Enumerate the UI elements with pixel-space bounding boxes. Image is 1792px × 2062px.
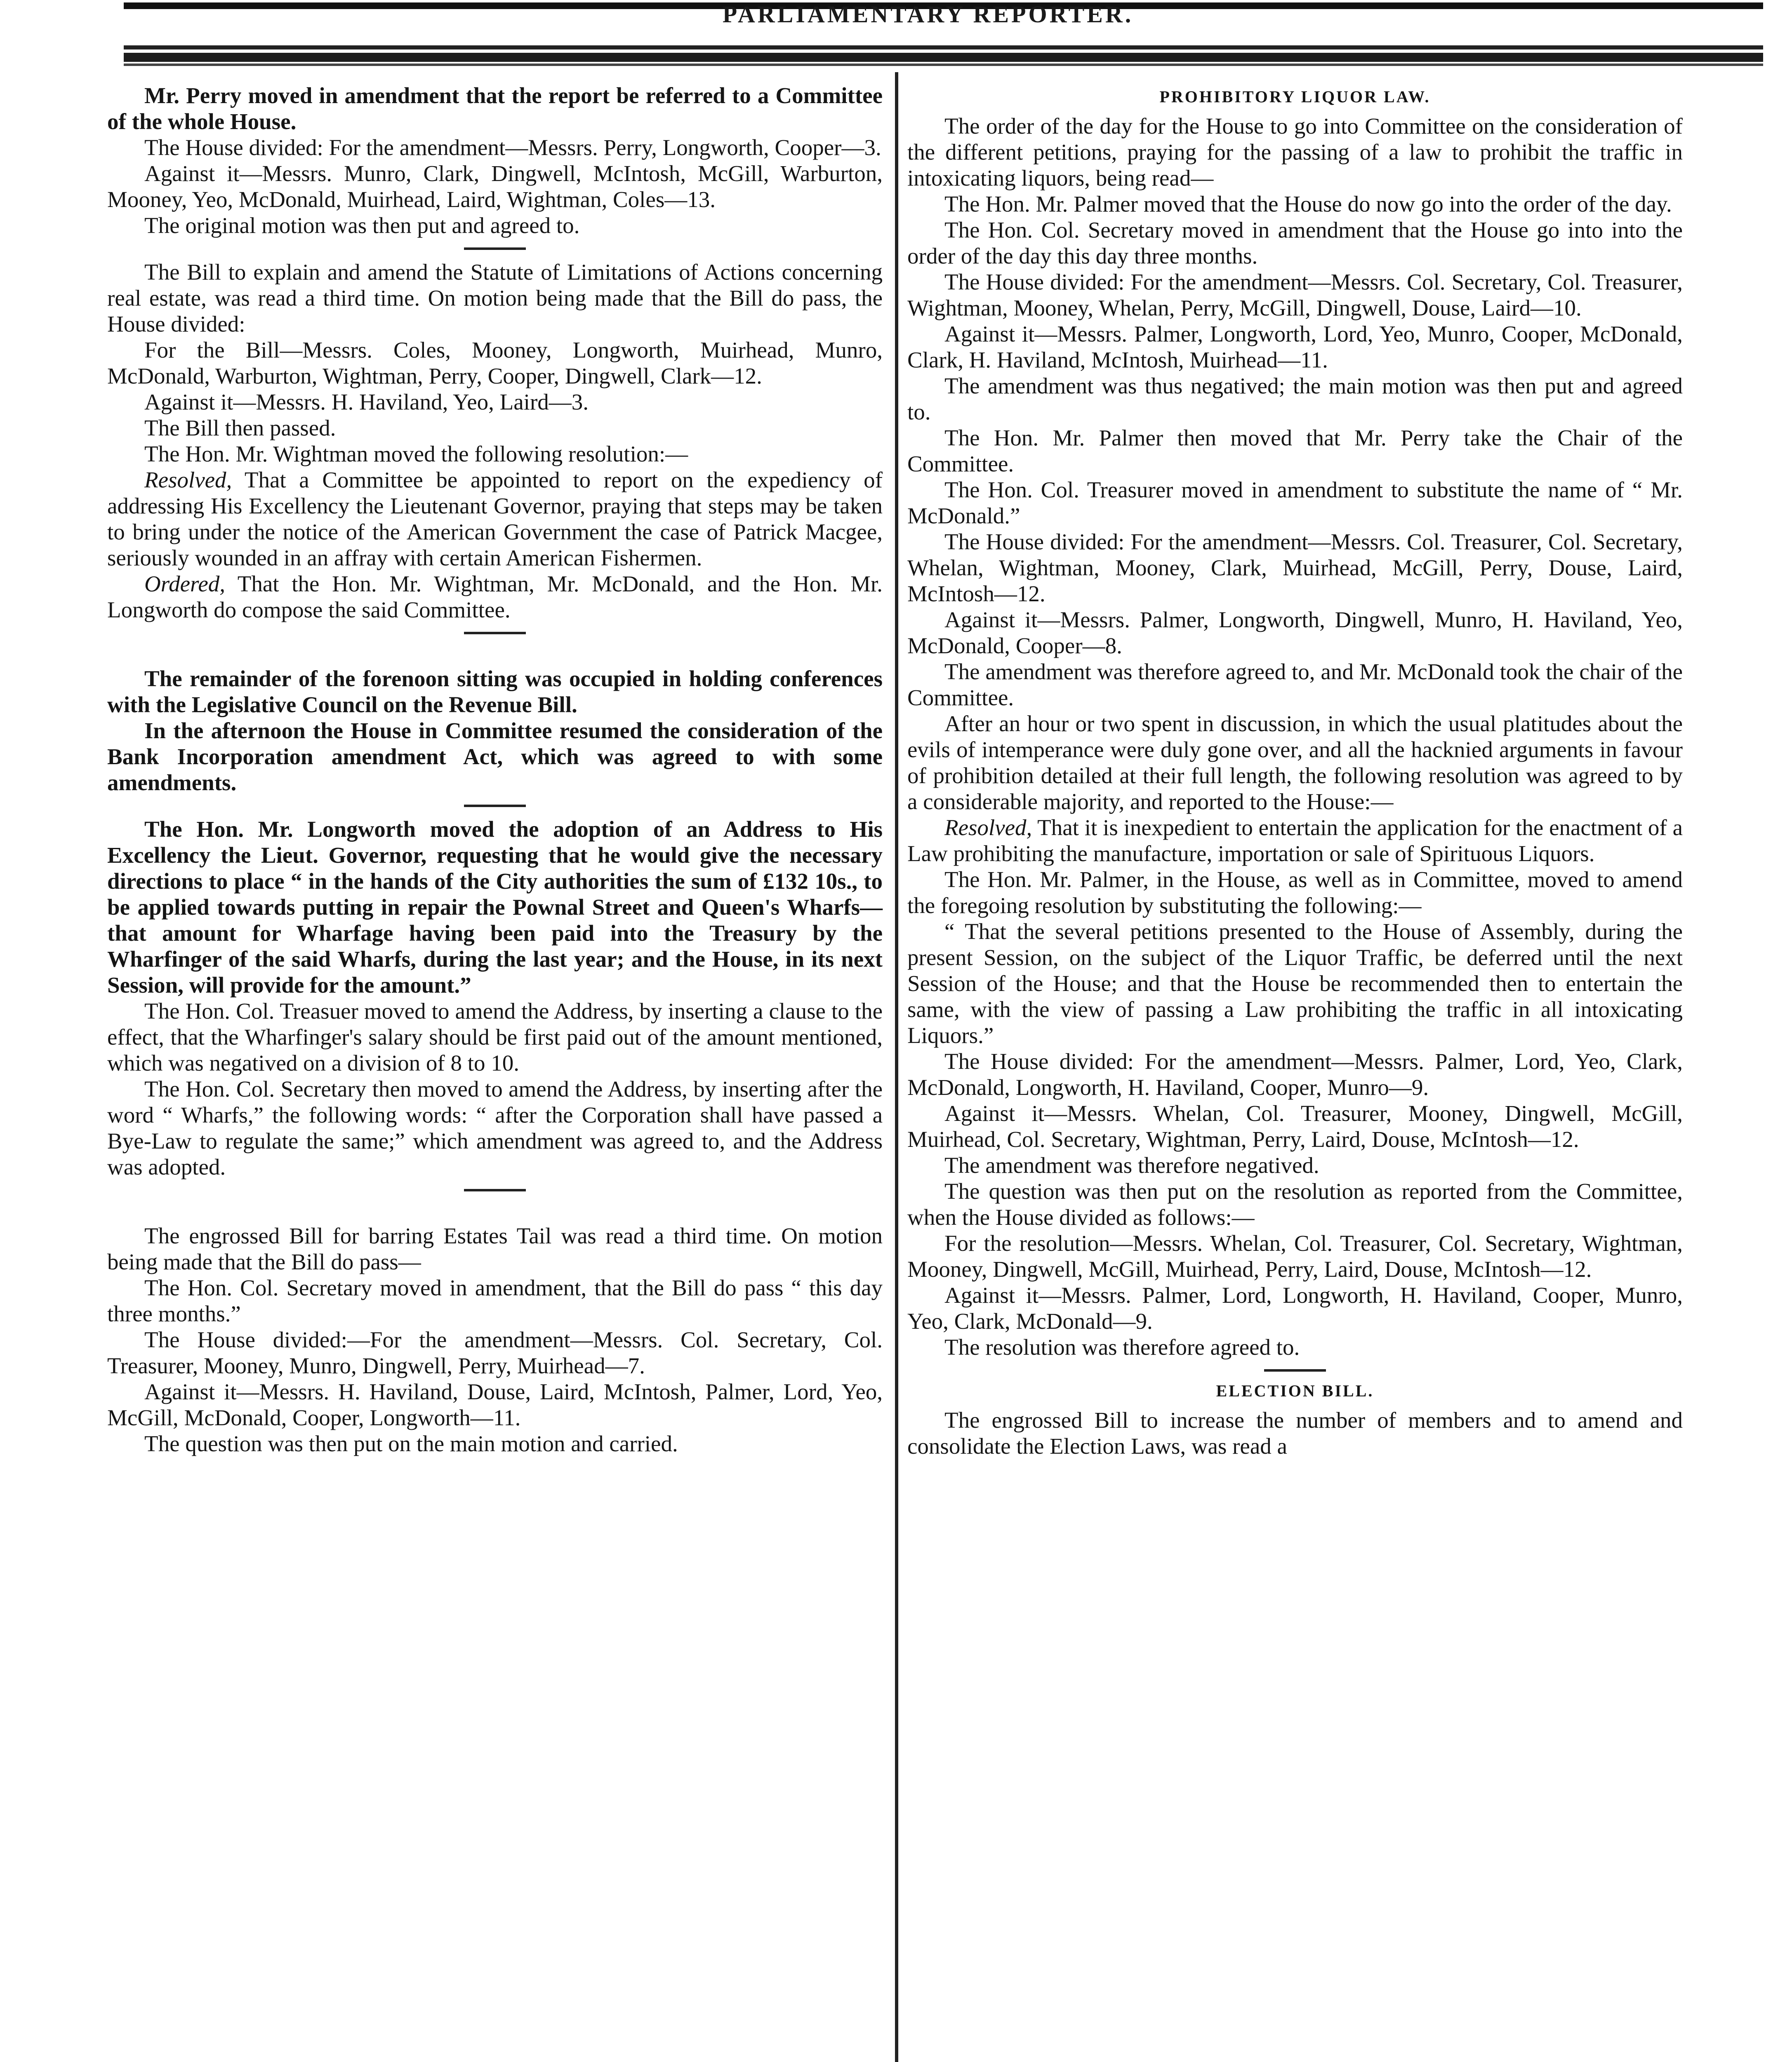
masthead-rule [124,53,1763,62]
column-divider [895,72,898,2062]
paragraph: The House divided: For the amendment—Messrs. Palmer, Lord, Yeo, Clark, McDonald, Longworth, H. Haviland, Cooper, Munro—9. [907,1049,1683,1100]
masthead-rule [124,64,1763,66]
paragraph: The amendment was therefore negatived. [944,1153,1319,1178]
paragraph: The Hon. Col. Treasurer moved in amendment to substitute the name of “ Mr. McDonald.” [907,477,1683,528]
paragraph: Against it—Messrs. Palmer, Lord, Longworth, H. Haviland, Cooper, Munro, Yeo, Clark, McDonald—9. [907,1283,1683,1334]
paragraph: The Hon. Col. Secretary moved in amendment that the House go into into the order of the day this day three months. [907,217,1683,268]
paragraph: The Bill then passed. [144,415,336,440]
masthead [0,0,1792,62]
paragraph: The Hon. Col. Secretary moved in amendment, that the Bill do pass “ this day three months.” [107,1275,883,1326]
paragraph: The question was then put on the main motion and carried. [144,1431,678,1456]
paragraph: The House divided: For the amendment—Messrs. Col. Treasurer, Col. Secretary, Whelan, Wightman, Mooney, Clark, Muirhead, McGill, Perry, Douse, Laird, McIntosh—12. [907,529,1683,606]
section-separator [464,1189,526,1191]
paragraph: After an hour or two spent in discussion, in which the usual platitudes about the evils of intemperance were duly gone over, and all the hacknied arguments in favour of prohibition detailed at their full length, the following resolution was agreed to by a considerable majority, and reported to the House:— [907,711,1683,814]
paragraph: The Hon. Col. Treasuer moved to amend the Address, by inserting a clause to the effect, that the Wharfinger's salary should be first paid out of the amount mentioned, which was negatived on a division of 8 to 10. [107,998,883,1076]
paragraph: Against it—Messrs. Palmer, Longworth, Lord, Yeo, Munro, Cooper, McDonald, Clark, H. Haviland, McIntosh, Muirhead—11. [907,321,1683,372]
paragraph: Against it—Messrs. H. Haviland, Yeo, Laird—3. [144,389,589,414]
paragraph-text: That a Committee be appointed to report on the expediency of addressing His Excellency the Lieutenant Governor, praying that steps may be taken to bring under the notice of the American Government the case of Patrick Macgee, seriously wounded in an affray with certain American Fishermen. [107,467,883,570]
paragraph: In the afternoon the House in Committee resumed the consideration of the Bank Incorporation amendment Act, which was agreed to with some amendments. [107,718,883,795]
paragraph: The original motion was then put and agreed to. [144,213,580,238]
paragraph: The House divided: For the amendment—Messrs. Perry, Longworth, Cooper—3. [144,135,881,160]
paragraph: The amendment was thus negatived; the main motion was then put and agreed to. [907,373,1683,424]
paragraph: Against it—Messrs. Whelan, Col. Treasurer, Mooney, Dingwell, McGill, Muirhead, Col. Secretary, Wightman, Perry, Laird, Douse, McIntosh—12. [907,1101,1683,1152]
paragraph: For the resolution—Messrs. Whelan, Col. Treasurer, Col. Secretary, Wightman, Mooney, Dingwell, McGill, Muirhead, Perry, Laird, Douse, McIntosh—12. [907,1231,1683,1282]
paragraph: For the Bill—Messrs. Coles, Mooney, Longworth, Muirhead, Munro, McDonald, Warburton, Wightman, Perry, Cooper, Dingwell, Clark—12. [107,337,883,388]
paragraph: The Hon. Mr. Wightman moved the following resolution:— [144,441,688,466]
paragraph: Against it—Messrs. Munro, Clark, Dingwell, McIntosh, McGill, Warburton, Mooney, Yeo, McDonald, Muirhead, Laird, Wightman, Coles—13. [107,161,883,212]
paragraph: The amendment was therefore agreed to, and Mr. McDonald took the chair of the Committee. [907,659,1683,710]
paragraph: The engrossed Bill to increase the number of members and to amend and consolidate the Election Laws, was read a [907,1408,1683,1459]
masthead-rule [124,45,1763,49]
section-separator [464,632,526,634]
italic-lead: Resolved, [144,467,232,492]
paragraph [107,467,883,571]
paragraph [907,814,1683,866]
paragraph: The engrossed Bill for barring Estates Tail was read a third time. On motion being made that the Bill do pass— [107,1223,883,1274]
paragraph: The resolution was therefore agreed to. [944,1335,1300,1360]
paragraph: The Hon. Mr. Longworth moved the adoption of an Address to His Excellency the Lieut. Governor, requesting that he would give the necessary directions to place “ in the hands of the City authorities the sum of £132 10s., to be applied towards putting in repair the Pownal Street and Queen's Wharfs—that amount for Wharfage having been paid into the Treasury by the Wharfinger of the said Wharfs, during the last year; and the House, in its next Session, will provide for the amount.” [107,817,883,998]
left-column [107,82,883,1457]
paragraph: The Hon. Mr. Palmer then moved that Mr. Perry take the Chair of the Committee. [907,425,1683,476]
paragraph: Against it—Messrs. H. Haviland, Douse, Laird, McIntosh, Palmer, Lord, Yeo, McGill, McDonald, Cooper, Longworth—11. [107,1379,883,1430]
paragraph: The House divided:—For the amendment—Messrs. Col. Secretary, Col. Treasurer, Mooney, Munro, Dingwell, Perry, Muirhead—7. [107,1327,883,1378]
paragraph: The Bill to explain and amend the Statute of Limitations of Actions concerning real estate, was read a third time. On motion being made that the Bill do pass, the House divided: [107,259,883,337]
paragraph [107,571,883,623]
paragraph: Against it—Messrs. Palmer, Longworth, Dingwell, Munro, H. Haviland, Yeo, McDonald, Cooper—8. [907,607,1683,658]
section-gap [107,643,883,666]
paragraph: Mr. Perry moved in amendment that the report be referred to a Committee of the whole House. [107,83,883,134]
paragraph: The Hon. Mr. Palmer, in the House, as well as in Committee, moved to amend the foregoing resolution by substituting the following:— [907,867,1683,918]
paragraph: The order of the day for the House to go into Committee on the consideration of the different petitions, praying for the passing of a law to prohibit the traffic in intoxicating liquors, being read— [907,113,1683,191]
section-heading: PROHIBITORY LIQUOR LAW. [1159,87,1431,106]
right-column [907,82,1683,1459]
paragraph-text: That the Hon. Mr. Wightman, Mr. McDonald, and the Hon. Mr. Longworth do compose the said Committee. [107,571,883,622]
paragraph: The remainder of the forenoon sitting was occupied in holding conferences with the Legislative Council on the Revenue Bill. [107,666,883,717]
paragraph: The Hon. Mr. Palmer moved that the House do now go into the order of the day. [944,191,1672,217]
section-separator [1264,1369,1326,1372]
paragraph: The Hon. Col. Secretary then moved to amend the Address, by inserting after the word “ Wharfs,” the following words: “ after the Corporation shall have passed a Bye-Law to regulate the same;” which amendment was agreed to, and the Address was adopted. [107,1076,883,1179]
italic-lead: Ordered, [144,571,226,596]
section-separator [464,805,526,807]
section-gap [107,1200,883,1223]
masthead-title: PARLIAMENTARY REPORTER. [722,4,1134,25]
section-heading: ELECTION BILL. [1216,1382,1374,1400]
italic-lead: Resolved, [944,815,1032,840]
paragraph: The House divided: For the amendment—Messrs. Col. Secretary, Col. Treasurer, Wightman, Mooney, Whelan, Perry, McGill, Dingwell, Douse, Laird—10. [907,269,1683,320]
paragraph: “ That the several petitions presented to the House of Assembly, during the present Session, on the subject of the Liquor Traffic, be deferred until the next Session of the House; and that the House be recommended then to entertain the same, with the view of passing a Law prohibiting the traffic in all intoxicating Liquors.” [907,919,1683,1048]
section-separator [464,247,526,250]
paragraph-text: That it is inexpedient to entertain the application for the enactment of a Law prohibiting the manufacture, importation or sale of Spirituous Liquors. [907,815,1683,866]
paragraph: The question was then put on the resolution as reported from the Committee, when the House divided as follows:— [907,1179,1683,1230]
